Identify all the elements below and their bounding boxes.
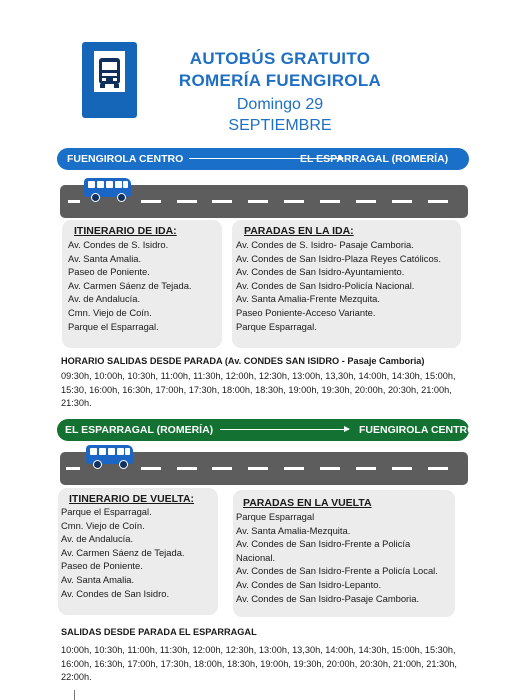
schedule-line: 09:30h, 10:00h, 10:30h, 11:00h, 11:30h, 12:00h, 12:30h, 13:00h, 13,30h, 14:00h, 14:30h, 15:00h,: [61, 371, 456, 381]
outbound-stops-box: [232, 220, 461, 348]
outbound-schedule-heading: HORARIO SALIDAS DESDE PARADA (Av. CONDES SAN ISIDRO - Pasaje Camboria): [61, 356, 425, 366]
return-stops-heading: PARADAS EN LA VUELTA: [243, 497, 372, 509]
title-line-1: AUTOBÚS GRATUITO: [189, 49, 371, 68]
list-item: Av. Condes de San Isidro-Frente a Policía: [236, 538, 411, 550]
schedule-line: 10:00h, 10:30h, 11:00h, 11:30h, 12:00h, 12:30h, 13:00h, 13,30h, 14:00h, 14:30h, 15:00h, 15:30h,: [61, 645, 456, 655]
list-item: Cmn. Viejo de Coín.: [68, 306, 152, 318]
list-item: Parque Esparragal.: [236, 320, 317, 332]
list-item: Av. Condes de San Isidro-Ayuntamiento.: [236, 266, 405, 278]
outbound-route-banner: [57, 148, 469, 170]
outbound-itinerary-heading: ITINERARIO DE IDA:: [74, 225, 177, 237]
date-month: SEPTIEMBRE: [228, 117, 332, 134]
page-edge-marker: [74, 690, 75, 700]
list-item: Nacional.: [236, 551, 276, 563]
list-item: Av. Condes de San Isidro-Policía Nacional.: [236, 279, 415, 291]
schedule-line: 21:30h.: [61, 398, 92, 408]
list-item: Av. Carmen Sáenz de Tejada.: [68, 279, 192, 291]
return-itinerary-box: [58, 488, 218, 615]
list-item: Av. Condes de San Isidro-Frente a Policía Local.: [236, 565, 438, 577]
schedule-line: 16:00h, 16:30h, 17:00h, 17:30h, 18:00h, 18:30h, 19:00h, 19:30h, 20:00h, 20:30h, 21:00h, 21:30h,: [61, 658, 457, 669]
outbound-from: FUENGIROLA CENTRO: [67, 153, 184, 165]
list-item: Av. Condes de S. Isidro- Pasaje Camboria.: [236, 239, 414, 250]
list-item: Parque Esparragal: [236, 511, 315, 522]
schedule-line: 22:00h.: [61, 672, 92, 682]
return-schedule-heading: SALIDAS DESDE PARADA EL ESPARRAGAL: [61, 627, 257, 637]
list-item: Parque el Esparragal.: [61, 506, 152, 517]
outbound-schedule: [61, 370, 461, 411]
return-stops-box: [233, 490, 455, 617]
date-day: Domingo 29: [236, 96, 324, 113]
list-item: Av. Santa Amalia.: [68, 252, 142, 264]
return-schedule: [61, 644, 461, 685]
list-item: Paseo de Poniente.: [61, 560, 143, 572]
return-to: FUENGIROLA CENTRO: [359, 424, 476, 436]
bus-stop-sign-icon: [82, 42, 137, 118]
return-itinerary-heading: ITINERARIO DE VUELTA:: [69, 493, 195, 505]
list-item: Av. Condes de San Isidro-Lepanto.: [236, 578, 382, 590]
list-item: Av. Condes de S. Isidro.: [68, 239, 169, 250]
outbound-to: EL ESPARRAGAL (ROMERÍA): [300, 153, 449, 165]
bus-icon: [84, 178, 131, 202]
list-item: Cmn. Viejo de Coín.: [61, 519, 145, 531]
list-item: Av. de Andalucía.: [68, 293, 141, 305]
list-item: Paseo de Poniente.: [68, 266, 150, 278]
schedule-line: 15:30, 16:00h, 16:30h, 17:00h, 17:30h, 18:00h, 18:30h, 19:00h, 19:30h, 20:00h, 20:30h, 21:00h,: [61, 384, 452, 395]
list-item: Av. Santa Amalia-Mezquita.: [236, 524, 351, 536]
return-route-banner: [57, 419, 476, 441]
title-line-2: ROMERÍA FUENGIROLA: [178, 71, 382, 90]
list-item: Parque el Esparragal.: [68, 320, 159, 332]
outbound-stops-heading: PARADAS EN LA IDA:: [244, 225, 354, 237]
list-item: Paseo Poniente-Acceso Variante.: [236, 306, 376, 318]
list-item: Av. Condes de San Isidro-Pasaje Camboria.: [236, 592, 420, 604]
list-item: Av. Santa Amalia-Frente Mezquita.: [236, 293, 380, 305]
return-from: EL ESPARRAGAL (ROMERÍA): [65, 424, 214, 436]
list-item: Av. Condes de San Isidro-Plaza Reyes Católicos.: [236, 252, 441, 264]
arrow-right-icon: [220, 429, 349, 430]
list-item: Av. Carmen Sáenz de Tejada.: [61, 546, 185, 558]
list-item: Av. Santa Amalia.: [61, 573, 135, 585]
bus-icon: [86, 445, 133, 469]
list-item: Av. de Andalucía.: [61, 533, 134, 545]
outbound-itinerary-box: [62, 220, 222, 348]
list-item: Av. Condes de San Isidro.: [61, 587, 170, 599]
